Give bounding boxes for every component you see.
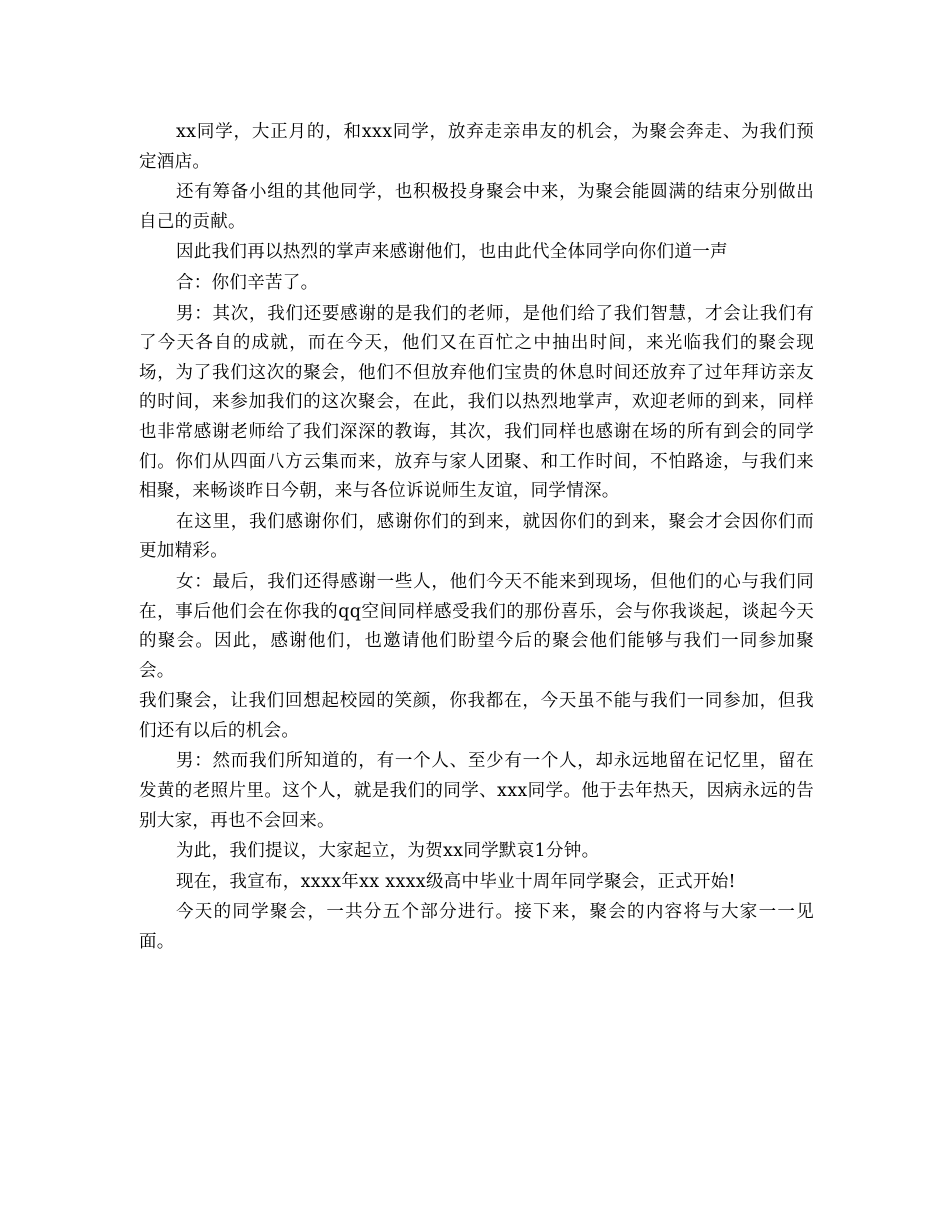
paragraph: 因此我们再以热烈的掌声来感谢他们，也由此代全体同学向你们道一声 bbox=[176, 242, 728, 263]
paragraph: 在这里，我们感谢你们，感谢你们的到来，就因你们的到来，聚会才会因你们而更加精彩。 bbox=[139, 511, 814, 562]
paragraph: xx同学，大正月的，和xxx同学，放弃走亲串友的机会，为聚会奔走、为我们预定酒店。 bbox=[139, 122, 814, 172]
paragraph: 女：最后，我们还得感谢一些人，他们今天不能来到现场，但他们的心与我们同在，事后他们会在你我的qq空间同样感受我们的那份喜乐，会与你我谈起，谈起今天的聚会。因此，感谢他们，也邀请他们盼望今后的聚会他们能够与我们一同参加聚会。 bbox=[139, 571, 814, 681]
paragraph: 还有筹备小组的其他同学，也积极投身聚会中来，为聚会能圆满的结束分别做出自己的贡献。 bbox=[139, 182, 814, 232]
paragraph: 男：其次，我们还要感谢的是我们的老师，是他们给了我们智慧，才会让我们有了今天各自的成就，而在今天，他们又在百忙之中抽出时间，来光临我们的聚会现场，为了我们这次的聚会，他们不但放弃他们宝贵的休息时间还放弃了过年拜访亲友的时间，来参加我们的这次聚会，在此，我们以热烈地掌声，欢迎老师的到来，同样也非常感谢老师给了我们深深的教诲，其次，我们同样也感谢在场的所有到会的同学们。你们从四面八方云集而来，放弃与家人团聚、和工作时间，不怕路途，与我们来相聚，来畅谈昨日今朝，来与各位诉说师生友谊，同学情深。 bbox=[139, 303, 814, 502]
paragraph: 合：你们辛苦了。 bbox=[176, 272, 319, 293]
paragraph: 现在，我宣布，xxxx年xx xxxx级高中毕业十周年同学聚会，正式开始! bbox=[176, 871, 736, 892]
paragraph: 今天的同学聚会，一共分五个部分进行。接下来，聚会的内容将与大家一一见面。 bbox=[139, 902, 814, 953]
document-body bbox=[139, 118, 814, 959]
paragraph: 男：然而我们所知道的，有一个人、至少有一个人，却永远地留在记忆里，留在发黄的老照片里。这个人，就是我们的同学、xxx同学。他于去年热天，因病永远的告别大家，再也不会回来。 bbox=[139, 751, 814, 831]
paragraph: 我们聚会，让我们回想起校园的笑颜，你我都在，今天虽不能与我们一同参加，但我们还有以后的机会。 bbox=[139, 691, 814, 741]
paragraph: 为此，我们提议，大家起立，为贺xx同学默哀1分钟。 bbox=[176, 841, 600, 862]
